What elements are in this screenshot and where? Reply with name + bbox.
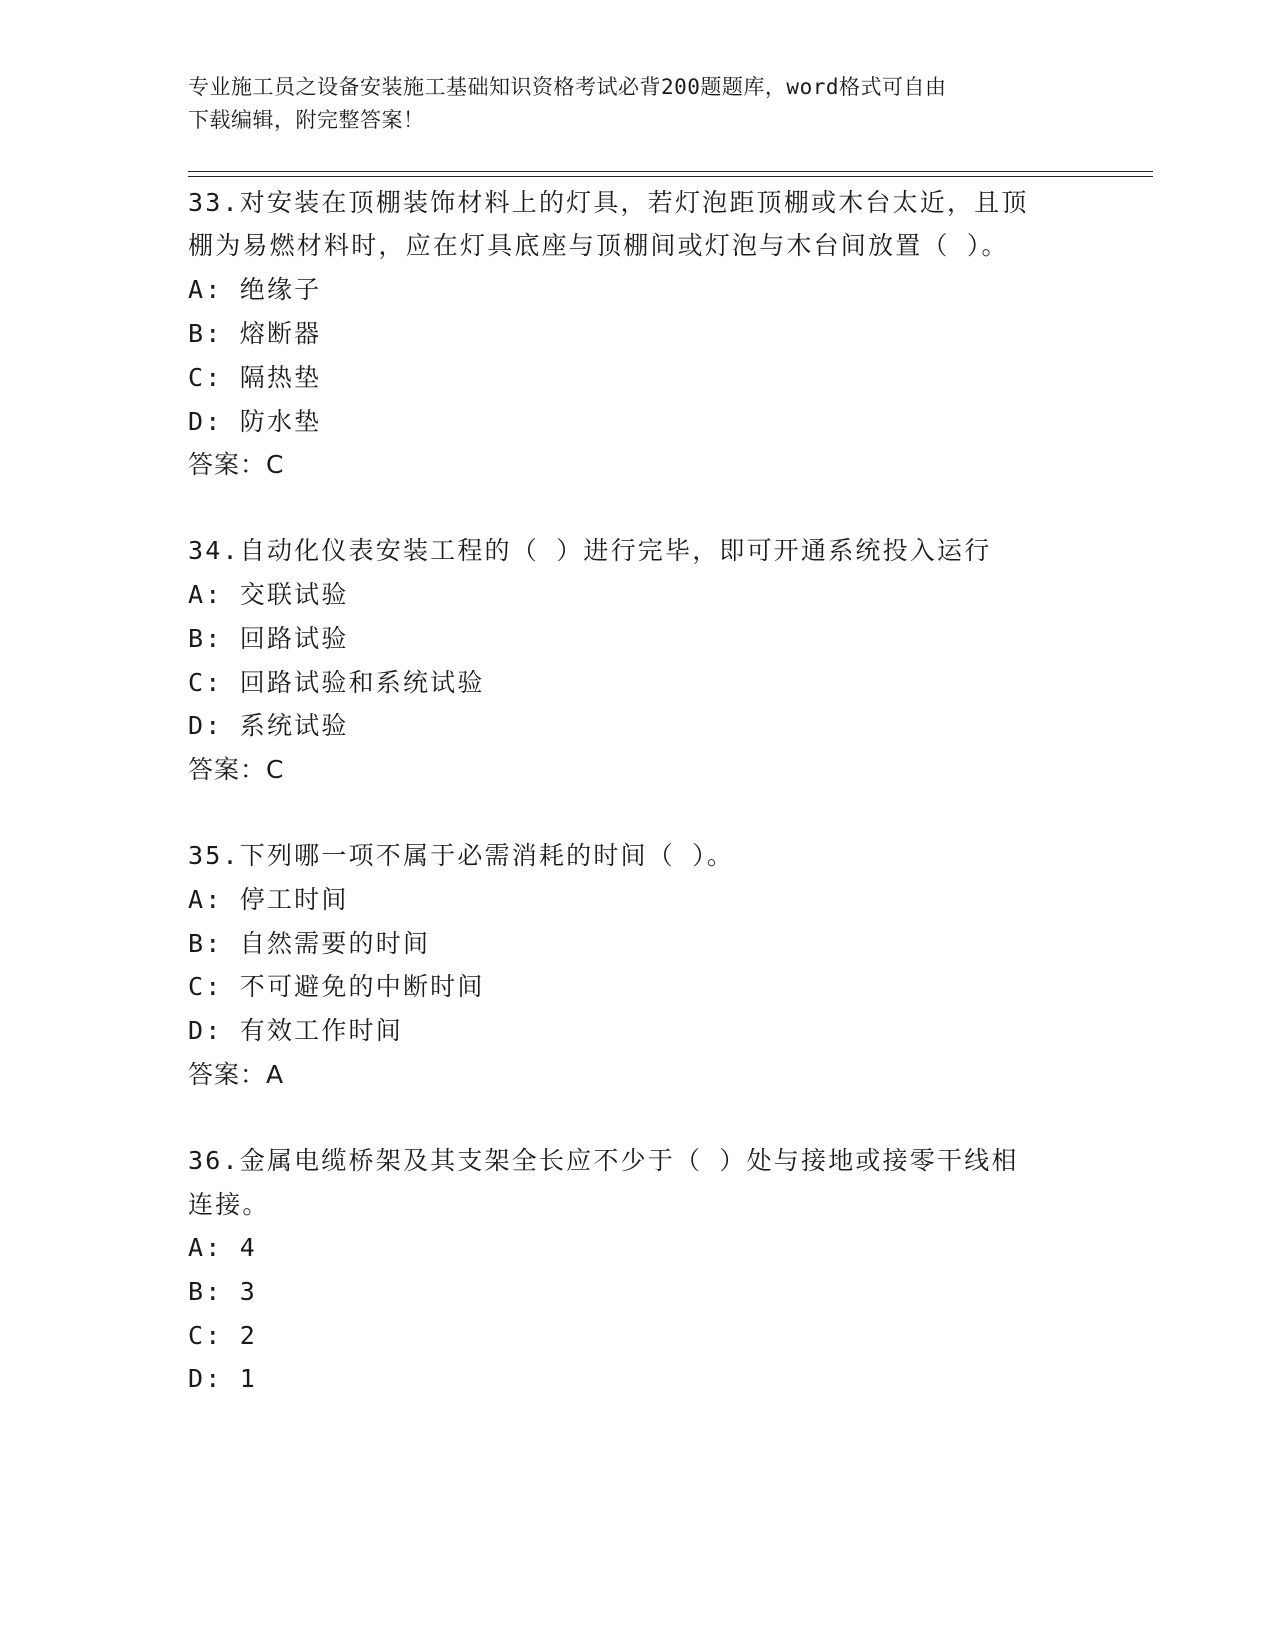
- option-c: C: 2: [188, 1321, 258, 1350]
- answer: 答案：C: [188, 755, 285, 784]
- option-a: A: 交联试验: [188, 580, 349, 609]
- header-title-line2: 下载编辑，附完整答案！: [188, 108, 425, 132]
- question-stem-line: 35.下列哪一项不属于必需消耗的时间（ ）。: [188, 841, 735, 870]
- option-b: B: 回路试验: [188, 624, 349, 653]
- header-rule-bottom: [188, 176, 1153, 177]
- option-d: D: 防水垫: [188, 407, 322, 436]
- option-b: B: 熔断器: [188, 319, 322, 348]
- option-c: C: 不可避免的中断时间: [188, 972, 485, 1001]
- option-c: C: 回路试验和系统试验: [188, 668, 485, 697]
- question-stem-line: 33.对安装在顶棚装饰材料上的灯具，若灯泡距顶棚或木台太近，且顶: [188, 188, 1029, 217]
- question-stem-line: 棚为易燃材料时，应在灯具底座与顶棚间或灯泡与木台间放置（ ）。: [188, 231, 1009, 260]
- option-b: B: 3: [188, 1277, 258, 1306]
- option-c: C: 隔热垫: [188, 363, 322, 392]
- question-stem-line: 连接。: [188, 1190, 270, 1219]
- answer: 答案：C: [188, 450, 285, 479]
- question-stem-line: 34.自动化仪表安装工程的（ ）进行完毕，即可开通系统投入运行: [188, 536, 992, 565]
- option-d: D: 1: [188, 1364, 258, 1393]
- option-a: A: 4: [188, 1233, 258, 1262]
- question-stem-line: 36.金属电缆桥架及其支架全长应不少于（ ）处与接地或接零干线相: [188, 1146, 1019, 1175]
- option-a: A: 绝缘子: [188, 275, 322, 304]
- option-b: B: 自然需要的时间: [188, 929, 431, 958]
- header-title-line1: 专业施工员之设备安装施工基础知识资格考试必背200题题库，word格式可自由: [188, 75, 947, 99]
- option-d: D: 系统试验: [188, 711, 349, 740]
- option-d: D: 有效工作时间: [188, 1016, 403, 1045]
- header-rule-top: [188, 171, 1153, 172]
- answer: 答案：A: [188, 1060, 285, 1089]
- option-a: A: 停工时间: [188, 885, 349, 914]
